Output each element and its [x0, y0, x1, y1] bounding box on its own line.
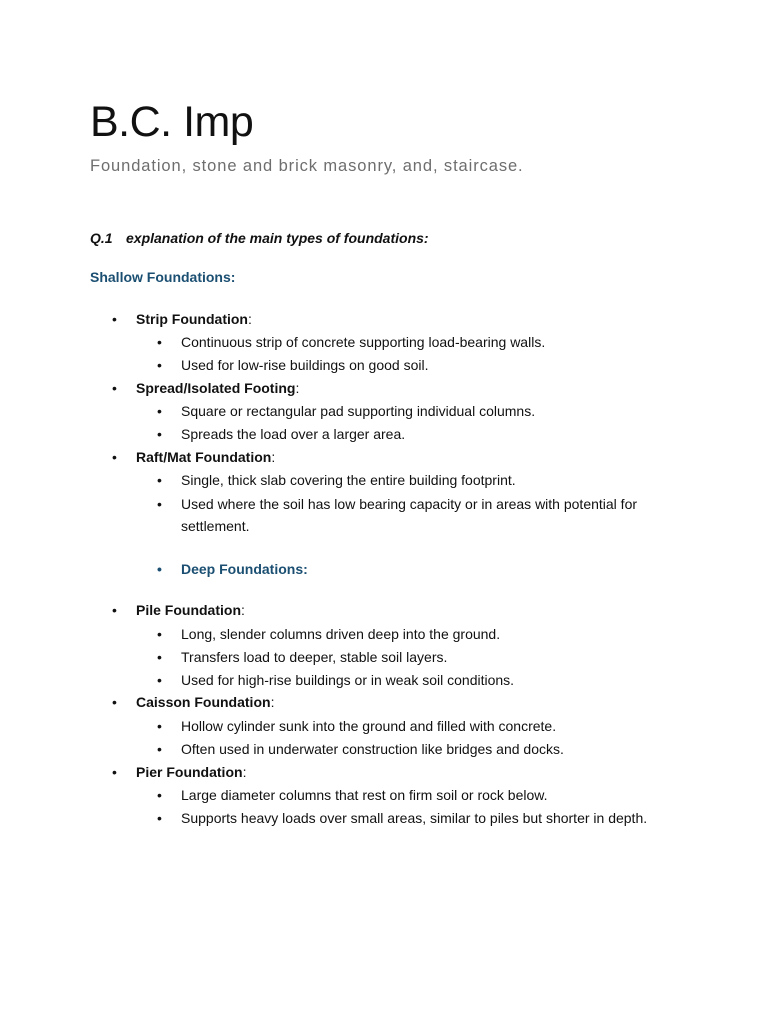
item-term: Pier Foundation	[136, 764, 243, 780]
list-item	[112, 691, 275, 713]
list-item	[112, 761, 247, 783]
deep-heading-text: Deep Foundations:	[181, 561, 308, 577]
sub-item-text: Large diameter columns that rest on firm soil or rock below.	[181, 787, 548, 803]
list-item	[112, 377, 300, 399]
sub-item-text: Supports heavy loads over small areas, similar to piles but shorter in depth.	[181, 810, 648, 826]
bullet: •	[157, 787, 162, 803]
sub-list-item	[157, 669, 515, 691]
sub-list-item	[157, 738, 564, 760]
sub-item-text: Often used in underwater construction like bridges and docks.	[181, 741, 564, 757]
sub-list-item	[157, 493, 671, 537]
question-heading	[90, 228, 429, 248]
question-text: explanation of the main types of foundations:	[126, 230, 429, 246]
item-colon: :	[270, 694, 275, 710]
sub-item-text: Used for low-rise buildings on good soil.	[181, 357, 429, 373]
sub-item-text: Continuous strip of concrete supporting load-bearing walls.	[181, 334, 546, 350]
sub-item-text: Single, thick slab covering the entire building footprint.	[181, 472, 516, 488]
sub-list-item	[157, 807, 648, 829]
item-colon: :	[295, 380, 300, 396]
bullet: •	[157, 718, 162, 734]
bullet: •	[157, 672, 162, 688]
sub-item-text: Long, slender columns driven deep into the ground.	[181, 626, 501, 642]
item-colon: :	[247, 311, 252, 327]
list-item	[112, 599, 245, 621]
bullet: •	[157, 649, 162, 665]
sub-list-item	[157, 354, 429, 376]
sub-list-item	[157, 784, 548, 806]
deep-foundations-heading	[157, 558, 308, 580]
item-term: Raft/Mat Foundation	[136, 449, 272, 465]
sub-item-text: Spreads the load over a larger area.	[181, 426, 406, 442]
bullet: •	[112, 602, 117, 618]
sub-item-text: Hollow cylinder sunk into the ground and filled with concrete.	[181, 718, 557, 734]
list-item	[112, 308, 252, 330]
question-number: Q.1	[90, 230, 113, 246]
bullet: •	[112, 694, 117, 710]
bullet: •	[157, 626, 162, 642]
bullet: •	[157, 472, 162, 488]
bullet: •	[157, 741, 162, 757]
sub-list-item	[157, 423, 406, 445]
bullet: •	[157, 561, 162, 577]
item-colon: :	[242, 764, 247, 780]
sub-list-item	[157, 715, 557, 737]
bullet: •	[157, 334, 162, 350]
shallow-foundations-heading: Shallow Foundations:	[90, 269, 236, 285]
bullet: •	[112, 764, 117, 780]
bullet: •	[112, 449, 117, 465]
sub-list-item	[157, 469, 516, 491]
sub-list-item	[157, 400, 536, 422]
sub-list-item	[157, 646, 448, 668]
sub-list-item	[157, 331, 546, 353]
sub-item-text: Used where the soil has low bearing capacity or in areas with potential for settlement.	[181, 496, 638, 534]
bullet: •	[157, 810, 162, 826]
bullet: •	[112, 380, 117, 396]
bullet: •	[157, 426, 162, 442]
bullet: •	[157, 357, 162, 373]
sub-item-text: Transfers load to deeper, stable soil layers.	[181, 649, 448, 665]
sub-item-text: Square or rectangular pad supporting individual columns.	[181, 403, 536, 419]
bullet: •	[157, 496, 162, 512]
item-term: Pile Foundation	[136, 602, 241, 618]
item-colon: :	[241, 602, 245, 618]
document-title: B.C. Imp	[90, 98, 254, 146]
item-term: Strip Foundation	[136, 311, 248, 327]
item-term: Spread/Isolated Footing	[136, 380, 296, 396]
sub-item-text: Used for high-rise buildings or in weak soil conditions.	[181, 672, 515, 688]
item-term: Caisson Foundation	[136, 694, 271, 710]
item-colon: :	[271, 449, 276, 465]
list-item	[112, 446, 276, 468]
document-subtitle: Foundation, stone and brick masonry, and, staircase.	[90, 157, 524, 175]
bullet: •	[112, 311, 117, 327]
sub-list-item	[157, 623, 501, 645]
bullet: •	[157, 403, 162, 419]
